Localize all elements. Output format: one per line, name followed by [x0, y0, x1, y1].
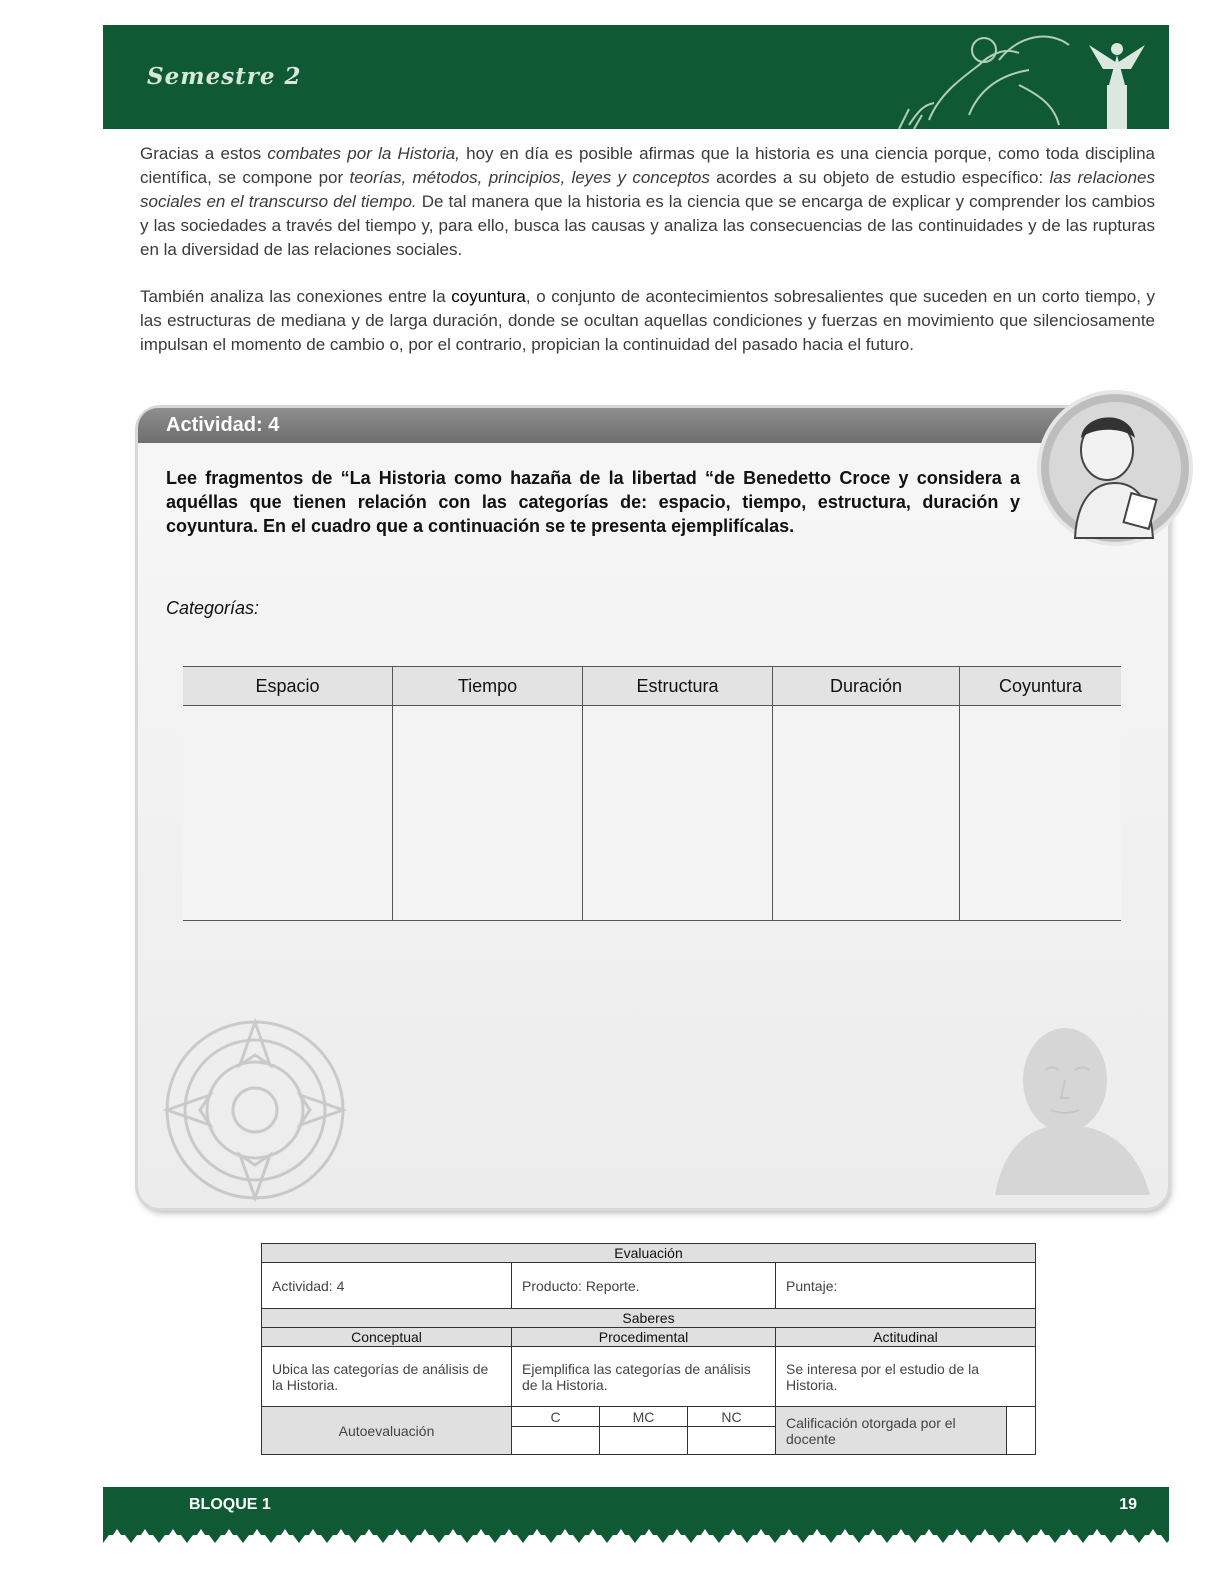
greca-step	[271, 1529, 299, 1543]
procedimental-header: Procedimental	[512, 1328, 776, 1347]
procedimental-text: Ejemplifica las categorías de análisis de la Historia.	[512, 1347, 776, 1407]
page-number: 19	[1119, 1496, 1137, 1513]
page-footer	[103, 1487, 1169, 1543]
greca-step	[691, 1529, 719, 1543]
aztec-calendar-icon	[160, 1015, 350, 1205]
greca-step	[327, 1529, 355, 1543]
evaluation-title: Evaluación	[262, 1244, 1036, 1263]
p1-segment: combates por la Historia,	[267, 144, 460, 163]
greca-step	[887, 1529, 915, 1543]
greca-step	[1139, 1529, 1167, 1543]
greca-step	[187, 1529, 215, 1543]
greca-step	[495, 1529, 523, 1543]
semester-label: Semestre 2	[147, 63, 302, 90]
p1-segment: las relaciones sociales en el transcurso del tiempo.	[140, 168, 1155, 211]
answer-cell-estructura[interactable]	[583, 706, 773, 921]
block-label: BLOQUE 1	[189, 1496, 271, 1513]
c-checkbox-cell[interactable]	[512, 1427, 600, 1455]
greca-step	[299, 1529, 327, 1543]
greca-step	[775, 1529, 803, 1543]
p1-segment: teorías, métodos, principios, leyes y conceptos	[349, 168, 710, 187]
column-header-tiempo: Tiempo	[393, 667, 583, 706]
categories-header-row	[183, 667, 1121, 706]
greca-step	[523, 1529, 551, 1543]
mc-checkbox-cell[interactable]	[600, 1427, 688, 1455]
greca-step	[1027, 1529, 1055, 1543]
answer-cell-tiempo[interactable]	[393, 706, 583, 921]
activity-title: Actividad: 4	[166, 414, 280, 436]
greca-step	[859, 1529, 887, 1543]
greca-step	[803, 1529, 831, 1543]
p2-segment: También analiza las conexiones entre la	[140, 287, 452, 306]
activity-instruction: Lee fragmentos de “La Historia como hazaña de la libertad “de Benedetto Croce y considera a aquéllas que tienen relación con las categorías de: espacio, tiempo, estructura, duración y coyuntura. En el cuadro que a continuación se te presenta ejemplifícalas.	[166, 468, 1020, 536]
calificacion-value-cell[interactable]	[1007, 1407, 1036, 1455]
p2-segment: coyuntura	[451, 287, 526, 306]
greca-step	[467, 1529, 495, 1543]
page-header	[103, 25, 1169, 129]
greca-step	[159, 1529, 187, 1543]
greca-step	[1055, 1529, 1083, 1543]
greca-step	[243, 1529, 271, 1543]
greca-step	[551, 1529, 579, 1543]
p1-segment: acordes a su objeto de estudio específico:	[709, 168, 1050, 187]
student-avatar-icon	[1035, 388, 1195, 548]
p1-segment: Gracias a estos	[140, 144, 268, 163]
autoevaluacion-label: Autoevaluación	[262, 1407, 512, 1455]
answer-cell-espacio[interactable]	[183, 706, 393, 921]
eagle-emblem-icon	[869, 25, 1169, 129]
actitudinal-header: Actitudinal	[776, 1328, 1036, 1347]
conceptual-text: Ubica las categorías de análisis de la Historia.	[262, 1347, 512, 1407]
greca-step	[383, 1529, 411, 1543]
greca-step	[747, 1529, 775, 1543]
greca-step	[1083, 1529, 1111, 1543]
eval-product: Producto: Reporte.	[512, 1263, 776, 1309]
greca-step	[215, 1529, 243, 1543]
greca-step	[1167, 1529, 1169, 1543]
greca-step	[411, 1529, 439, 1543]
saberes-header: Saberes	[262, 1309, 1036, 1328]
hidalgo-portrait-icon	[985, 1010, 1155, 1195]
activity-title-bar	[138, 408, 1138, 443]
column-header-espacio: Espacio	[183, 667, 393, 706]
mc-header: MC	[600, 1407, 688, 1427]
greca-step	[103, 1529, 131, 1543]
p1-segment: hoy en día es posible afirmas que la historia es una ciencia porque, como toda disciplina científica, se compone por	[140, 144, 1155, 187]
greca-step	[1111, 1529, 1139, 1543]
greca-step	[971, 1529, 999, 1543]
greca-step	[355, 1529, 383, 1543]
greca-step	[999, 1529, 1027, 1543]
c-header: C	[512, 1407, 600, 1427]
paragraph-2	[140, 285, 1155, 357]
greca-step	[439, 1529, 467, 1543]
categories-answer-row[interactable]	[183, 706, 1121, 921]
greca-step	[579, 1529, 607, 1543]
column-header-coyuntura: Coyuntura	[960, 667, 1122, 706]
answer-cell-duracion[interactable]	[773, 706, 960, 921]
evaluation-table	[261, 1243, 1036, 1455]
column-header-estructura: Estructura	[583, 667, 773, 706]
nc-checkbox-cell[interactable]	[688, 1427, 776, 1455]
greca-border-icon	[103, 1523, 1169, 1543]
eval-activity: Actividad: 4	[262, 1263, 512, 1309]
greca-step	[943, 1529, 971, 1543]
greca-step	[607, 1529, 635, 1543]
greca-step	[131, 1529, 159, 1543]
categories-label: Categorías:	[166, 598, 260, 618]
answer-cell-coyuntura[interactable]	[960, 706, 1122, 921]
categories-table	[183, 666, 1121, 921]
p2-segment: , o conjunto de acontecimientos sobresalientes que suceden en un corto tiempo, y las estructuras de mediana y de larga duración, donde se ocultan aquellas condiciones y fuerzas en movimiento que silenciosamente impulsan el momento de cambio o, por el contrario, propician la continuidad del pasado hacia el futuro.	[140, 287, 1155, 354]
nc-header: NC	[688, 1407, 776, 1427]
greca-step	[635, 1529, 663, 1543]
p1-segment: De tal manera que la historia es la ciencia que se encarga de explicar y comprender los cambios y las sociedades a través del tiempo y, para ello, busca las causas y analiza las consecuencias de las continuidades y de las rupturas en la diversidad de las relaciones sociales.	[140, 192, 1156, 259]
greca-step	[719, 1529, 747, 1543]
conceptual-header: Conceptual	[262, 1328, 512, 1347]
column-header-duracion: Duración	[773, 667, 960, 706]
greca-step	[663, 1529, 691, 1543]
greca-step	[915, 1529, 943, 1543]
actitudinal-text: Se interesa por el estudio de la Historia.	[776, 1347, 1036, 1407]
greca-step	[831, 1529, 859, 1543]
calificacion-label: Calificación otorgada por el docente	[776, 1407, 1007, 1455]
paragraph-1	[140, 142, 1155, 262]
eval-score: Puntaje:	[776, 1263, 1036, 1309]
